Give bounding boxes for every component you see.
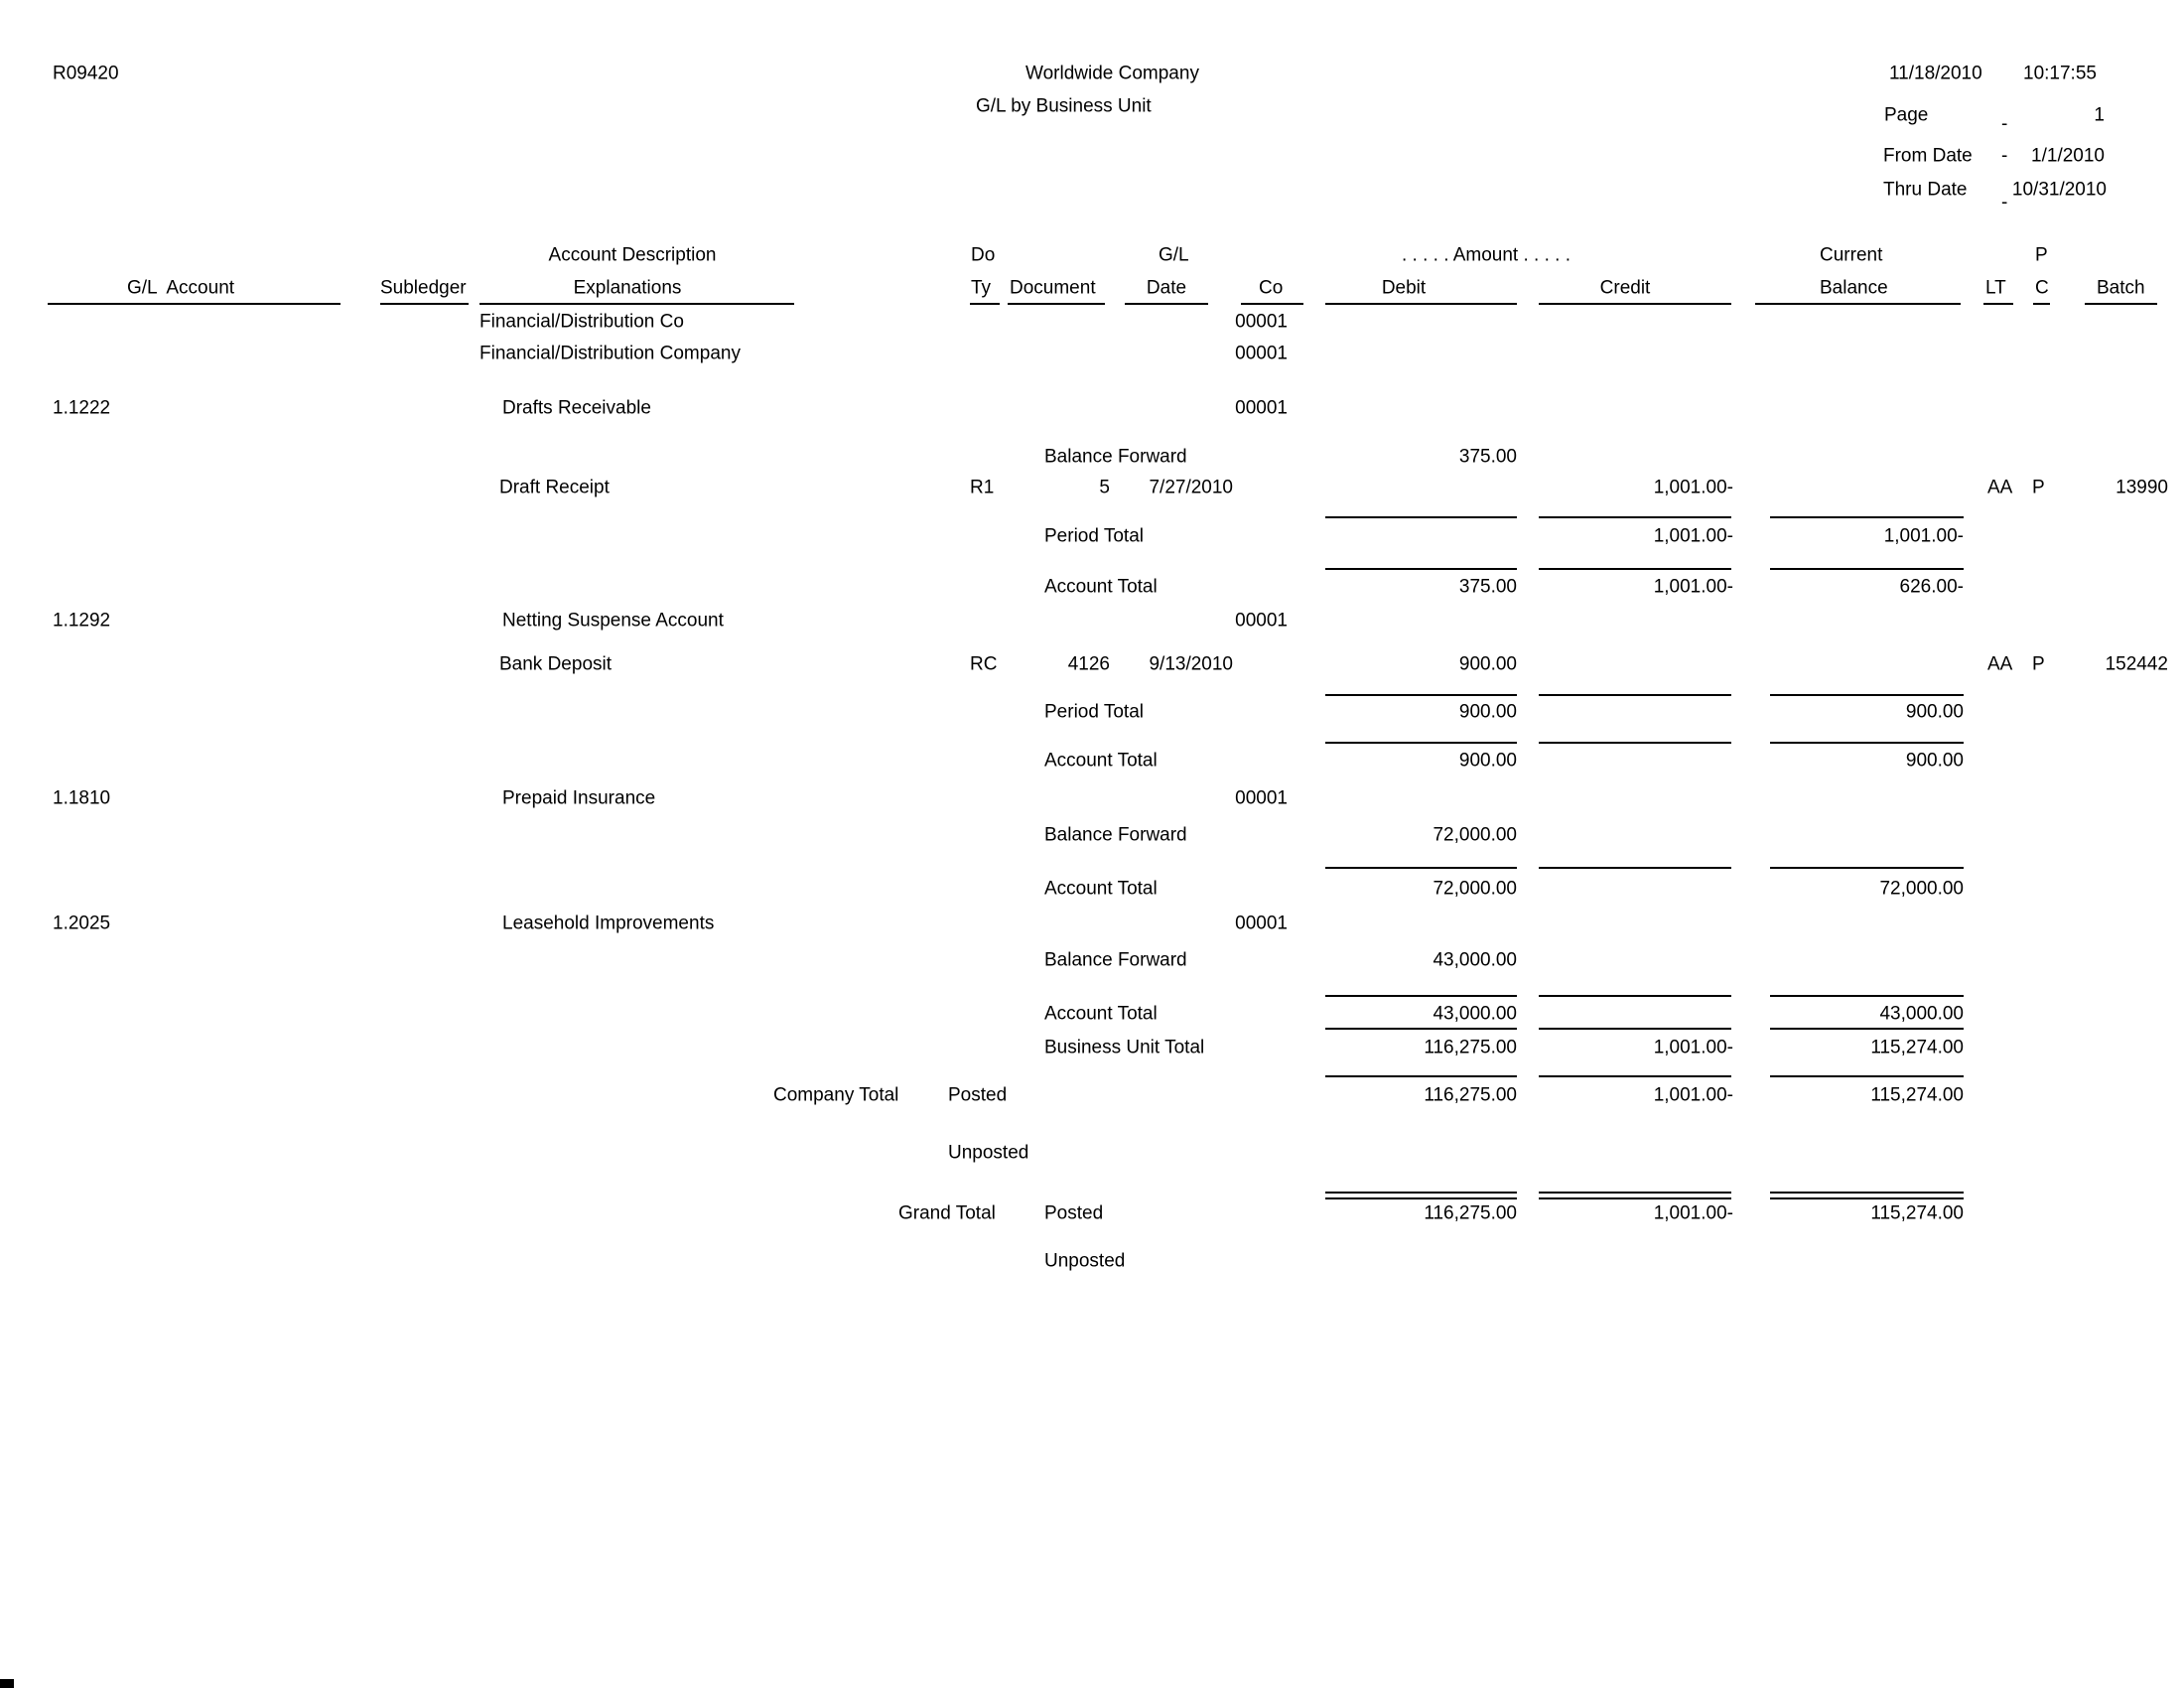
col-header-credit: Credit [1599, 277, 1651, 299]
cell-sub-label: Unposted [948, 1142, 1029, 1164]
total-overline [1325, 867, 1517, 869]
total-overline [1325, 995, 1517, 997]
cell-co: 00001 [1235, 787, 1288, 809]
cell-debit: 900.00 [1458, 750, 1517, 772]
cell-balance: 1,001.00- [1883, 525, 1964, 547]
grand-total-overline [1325, 1192, 1517, 1194]
grand-total-overline [1539, 1192, 1731, 1194]
column-header-underline [1008, 303, 1105, 305]
total-overline [1325, 694, 1517, 696]
cell-co: 00001 [1235, 610, 1288, 632]
cell-credit: 1,001.00- [1653, 525, 1733, 547]
grand-total-overline [1325, 1197, 1517, 1199]
cell-description: Draft Receipt [499, 477, 610, 498]
total-overline [1539, 1028, 1731, 1030]
cell-debit: 72,000.00 [1433, 824, 1517, 846]
cell-debit: 900.00 [1458, 653, 1517, 675]
column-header-underline [1241, 303, 1303, 305]
column-header-underline [1125, 303, 1208, 305]
cell-gl-account: 1.1810 [53, 787, 111, 809]
total-overline [1770, 1075, 1964, 1077]
cell-label: Account Total [1044, 576, 1158, 598]
page-number: 1 [2094, 104, 2105, 126]
cell-description: Bank Deposit [499, 653, 613, 675]
cell-sub-label: Posted [948, 1084, 1008, 1106]
cell-debit: 900.00 [1458, 701, 1517, 723]
col-header-co: Co [1259, 277, 1284, 299]
cell-label: Period Total [1044, 701, 1144, 723]
page-label: Page [1884, 104, 1929, 126]
cell-lt: AA [1987, 653, 2013, 675]
run-date: 11/18/2010 [1889, 63, 1982, 84]
cell-description: Financial/Distribution Company [479, 343, 741, 364]
scan-artifact [0, 1679, 14, 1688]
cell-label: Account Total [1044, 750, 1158, 772]
cell-label: Grand Total [898, 1202, 996, 1224]
cell-do-ty: RC [970, 653, 998, 675]
cell-gl-date: 9/13/2010 [1149, 653, 1233, 675]
cell-sub-label: Posted [1044, 1202, 1104, 1224]
total-overline [1770, 995, 1964, 997]
cell-credit: 1,001.00- [1653, 477, 1733, 498]
cell-balance: 626.00- [1899, 576, 1964, 598]
cell-batch: 152442 [2105, 653, 2168, 675]
total-overline [1770, 1028, 1964, 1030]
run-time: 10:17:55 [2023, 63, 2097, 84]
cell-label: Business Unit Total [1044, 1037, 1205, 1058]
total-overline [1325, 1075, 1517, 1077]
cell-document: 4126 [1067, 653, 1110, 675]
cell-debit: 116,275.00 [1424, 1202, 1517, 1224]
col-header-batch: Batch [2097, 277, 2145, 299]
cell-co: 00001 [1235, 311, 1288, 333]
total-overline [1539, 516, 1731, 518]
column-header-underline [1983, 303, 2013, 305]
cell-description: Drafts Receivable [502, 397, 651, 419]
total-overline [1325, 568, 1517, 570]
cell-credit: 1,001.00- [1653, 1084, 1733, 1106]
cell-gl-date: 7/27/2010 [1149, 477, 1233, 498]
cell-co: 00001 [1235, 343, 1288, 364]
report-title: G/L by Business Unit [976, 95, 1152, 117]
total-overline [1770, 867, 1964, 869]
cell-batch: 13990 [2116, 477, 2168, 498]
col-header-date: Date [1146, 277, 1187, 299]
column-header-underline [48, 303, 341, 305]
cell-label: Account Total [1044, 1003, 1158, 1025]
total-overline [1539, 867, 1731, 869]
total-overline [1539, 694, 1731, 696]
cell-credit: 1,001.00- [1653, 1037, 1733, 1058]
cell-balance: 72,000.00 [1879, 878, 1964, 900]
cell-label: Balance Forward [1044, 824, 1187, 846]
cell-balance: 900.00 [1905, 750, 1964, 772]
column-header-underline [1539, 303, 1731, 305]
column-header-underline [970, 303, 1000, 305]
column-header-underline [380, 303, 469, 305]
thru-date-separator-dash: - [2001, 192, 2008, 213]
cell-debit: 116,275.00 [1424, 1037, 1517, 1058]
col-header-document: Document [1010, 277, 1096, 299]
col-header-lt: LT [1985, 277, 2006, 299]
thru-date-label: Thru Date [1883, 179, 1968, 201]
cell-debit: 375.00 [1458, 446, 1517, 468]
report-id: R09420 [53, 63, 119, 84]
cell-gl-account: 1.1222 [53, 397, 111, 419]
cell-label: Account Total [1044, 878, 1158, 900]
col-header-explanations: Explanations [573, 277, 682, 299]
cell-description: Netting Suspense Account [502, 610, 724, 632]
from-date-separator-dash: - [2001, 145, 2008, 167]
cell-label: Company Total [773, 1084, 899, 1106]
cell-gl-account: 1.2025 [53, 913, 111, 934]
col-header-gl-account: G/L Account [126, 277, 235, 299]
column-header-underline [2085, 303, 2157, 305]
col-header-account-description: Account Description [548, 244, 717, 266]
cell-balance: 115,274.00 [1870, 1084, 1964, 1106]
total-overline [1770, 694, 1964, 696]
page-separator-dash: - [2001, 113, 2008, 135]
col-header-ty: Ty [971, 277, 992, 299]
cell-debit: 116,275.00 [1424, 1084, 1517, 1106]
total-overline [1539, 995, 1731, 997]
col-header-gl: G/L [1159, 244, 1189, 266]
total-overline [1325, 742, 1517, 744]
col-header-balance: Balance [1820, 277, 1888, 299]
cell-balance: 900.00 [1905, 701, 1964, 723]
cell-gl-account: 1.1292 [53, 610, 111, 632]
grand-total-overline [1770, 1197, 1964, 1199]
cell-balance: 115,274.00 [1870, 1202, 1964, 1224]
cell-lt: AA [1987, 477, 2013, 498]
col-header-c: C [2035, 277, 2049, 299]
cell-document: 5 [1099, 477, 1110, 498]
col-header-debit: Debit [1381, 277, 1427, 299]
total-overline [1325, 1028, 1517, 1030]
company-name: Worldwide Company [1025, 63, 1199, 84]
col-header-amount: . . . . . Amount . . . . . [1401, 244, 1571, 266]
cell-co: 00001 [1235, 913, 1288, 934]
cell-description: Prepaid Insurance [502, 787, 656, 809]
cell-pc: P [2032, 477, 2045, 498]
cell-balance: 43,000.00 [1879, 1003, 1964, 1025]
column-header-underline [1325, 303, 1517, 305]
cell-debit: 72,000.00 [1433, 878, 1517, 900]
thru-date-value: 10/31/2010 [2011, 179, 2107, 201]
col-header-p: P [2035, 244, 2048, 266]
cell-co: 00001 [1235, 397, 1288, 419]
grand-total-overline [1539, 1197, 1731, 1199]
total-overline [1770, 516, 1964, 518]
cell-debit: 43,000.00 [1433, 949, 1517, 971]
cell-do-ty: R1 [970, 477, 995, 498]
cell-label: Balance Forward [1044, 446, 1187, 468]
cell-pc: P [2032, 653, 2045, 675]
cell-description: Leasehold Improvements [502, 913, 715, 934]
from-date-value: 1/1/2010 [2031, 145, 2105, 167]
col-header-current: Current [1820, 244, 1883, 266]
col-header-do: Do [971, 244, 996, 266]
column-header-underline [2033, 303, 2050, 305]
total-overline [1770, 568, 1964, 570]
cell-label: Balance Forward [1044, 949, 1187, 971]
total-overline [1539, 1075, 1731, 1077]
column-header-underline [479, 303, 794, 305]
total-overline [1770, 742, 1964, 744]
cell-sub-label: Unposted [1044, 1250, 1126, 1272]
cell-label: Period Total [1044, 525, 1144, 547]
column-header-underline [1755, 303, 1961, 305]
total-overline [1539, 742, 1731, 744]
total-overline [1539, 568, 1731, 570]
cell-credit: 1,001.00- [1653, 1202, 1733, 1224]
col-header-subledger: Subledger [380, 277, 467, 299]
cell-balance: 115,274.00 [1870, 1037, 1964, 1058]
cell-credit: 1,001.00- [1653, 576, 1733, 598]
from-date-label: From Date [1883, 145, 1973, 167]
cell-description: Financial/Distribution Co [479, 311, 684, 333]
cell-debit: 43,000.00 [1433, 1003, 1517, 1025]
cell-debit: 375.00 [1458, 576, 1517, 598]
total-overline [1325, 516, 1517, 518]
grand-total-overline [1770, 1192, 1964, 1194]
